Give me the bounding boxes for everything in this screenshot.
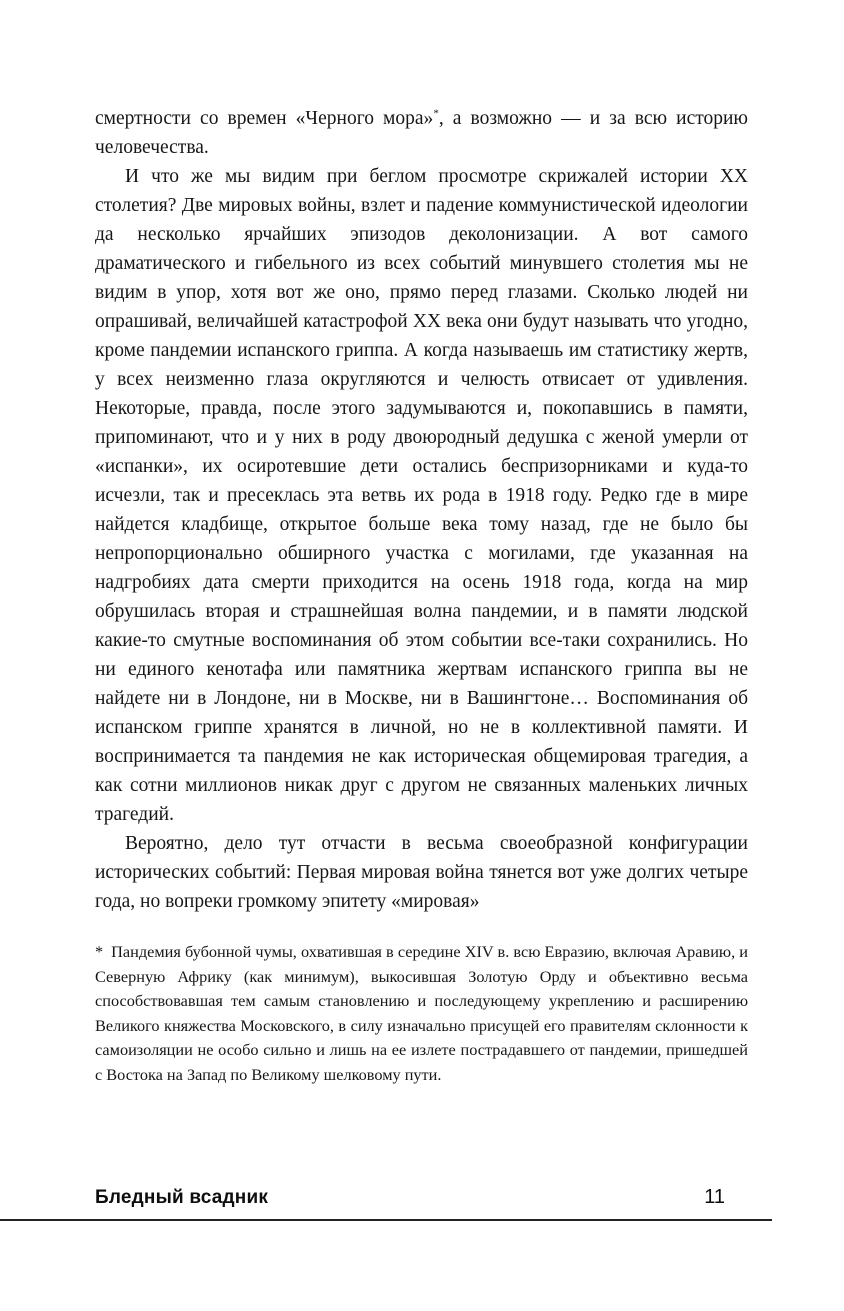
page-number: 11 xyxy=(704,1186,725,1208)
running-footer xyxy=(95,1186,725,1209)
paragraph-text: , а возможно — и за всю историю человечества. xyxy=(95,108,749,158)
paragraph-text: смертности со времен «Черного мора» xyxy=(95,108,434,129)
paragraph: Вероятно, дело тут отчасти в весьма своеобразной конфигурации исторических событий: Первая мировая война тянется вот уже долгих четыре года, но вопреки громкому эпитету «мировая» xyxy=(95,833,748,912)
footnote-marker: * xyxy=(95,942,104,961)
main-text-block xyxy=(95,104,748,916)
footer-divider-rule xyxy=(0,1219,772,1221)
paragraph: И что же мы видим при беглом просмотре скрижалей истории XX столетия? Две мировых войны, взлет и падение коммунистической идеологии да несколько ярчайших эпизодов деколонизации. А вот самого драматического и гибельного из всех событий минувшего столетия мы не видим в упор, хотя вот же оно, прямо перед глазами. Сколько людей ни опрашивай, величайшей катастрофой XX века они будут называть что угодно, кроме пандемии испанского гриппа. А когда называешь им статистику жертв, у всех неизменно глаза округляются и челюсть отвисает от удивления. Некоторые, правда, после этого задумываются и, покопавшись в памяти, припоминают, что и у них в роду двоюродный дедушка с женой умерли от «испанки», их осиротевшие дети остались беспризорниками и куда-то исчезли, так и пресеклась эта ветвь их рода в 1918 году. Редко где в мире найдется кладбище, открытое больше века тому назад, где не было бы непропорционально обширного участка с могилами, где указанная на надгробиях дата смерти приходится на осень 1918 года, когда на мир обрушилась вторая и страшнейшая волна пандемии, и в памяти людской какие-то смутные воспоминания об этом событии все-таки сохранились. Но ни единого кенотафа или памятника жертвам испанского гриппа вы не найдете ни в Лондоне, ни в Москве, ни в Вашингтоне… Воспоминания об испанском гриппе хранятся в личной, но не в коллективной памяти. И воспринимается та пандемия не как историческая общемировая трагедия, а как сотни миллионов никак друг с другом не связанных маленьких личных трагедий. xyxy=(95,166,748,825)
paragraph-continuation xyxy=(95,104,748,162)
footnote-text: Пандемия бубонной чумы, охватившая в середине XIV в. всю Евразию, включая Аравию, и Северную Африку (как минимум), выкосившая Золотую Орду и объективно весьма способствовавшая тем самым становлению и последующему укреплению и расширению Великого княжества Московского, в силу изначально присущей его правителям склонности к самоизоляции не особо сильно и лишь на ее излете пострадавшего от пандемии, пришедшей с Востока на Запад по Великому шелковому пути. xyxy=(95,942,748,1084)
footnote-reference-marker: * xyxy=(433,107,439,120)
book-title-label: Бледный всадник xyxy=(95,1187,269,1208)
footnote-block xyxy=(95,940,748,1087)
